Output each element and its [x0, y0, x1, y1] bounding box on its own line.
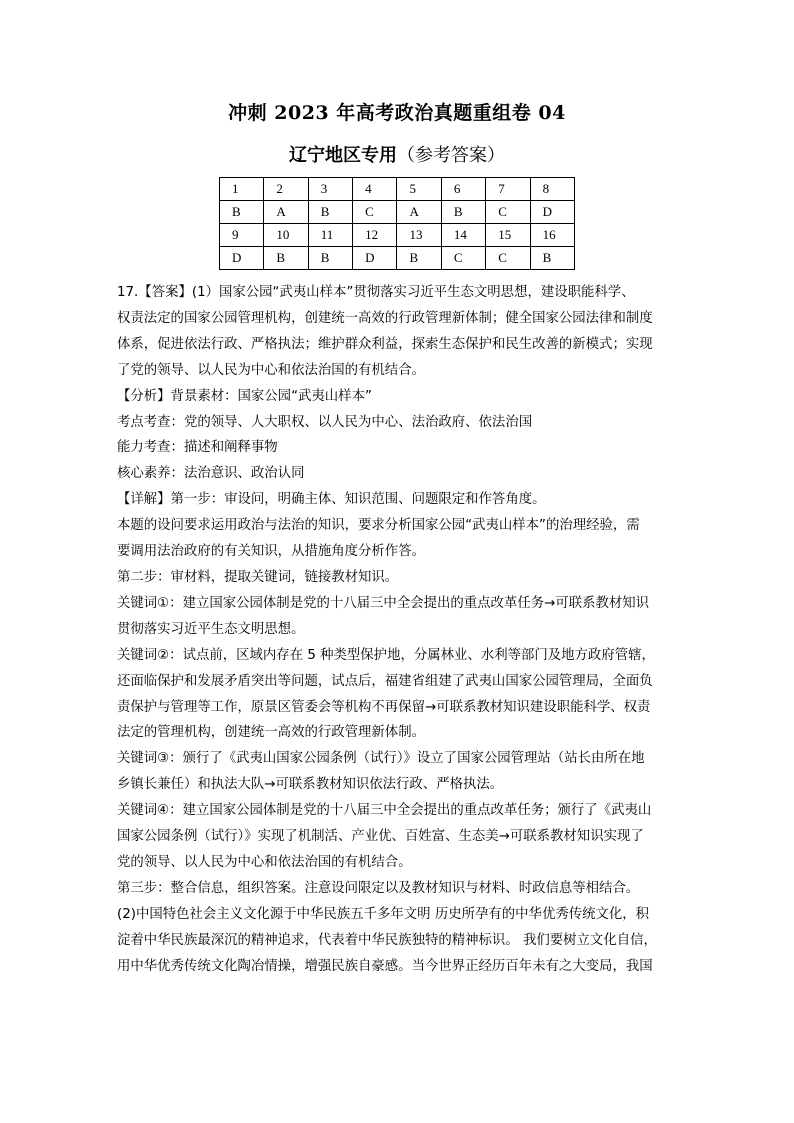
text-line: 权责法定的国家公园管理机构，创建统一高效的行政管理新体制；健全国家公园法律和制度 [117, 310, 653, 326]
table-cell: C [353, 201, 397, 224]
table-cell: 16 [530, 224, 574, 247]
table-cell: 3 [308, 178, 352, 201]
text-line: 要调用法治政府的有关知识，从措施角度分析作答。 [117, 544, 425, 560]
table-cell: B [308, 247, 352, 270]
table-cell: 10 [264, 224, 308, 247]
text-line: 考点考查：党的领导、人大职权、以人民为中心、法治政府、依法治国 [117, 414, 533, 430]
text-line: 党的领导、以人民为中心和依法治国的有机结合。 [117, 854, 412, 870]
table-cell: 15 [486, 224, 530, 247]
text-line: 用中华优秀传统文化陶冶情操，增强民族自豪感。当今世界正经历百年未有之大变局，我国 [117, 958, 653, 974]
table-cell: 13 [397, 224, 441, 247]
page-subtitle [0, 141, 794, 167]
text-line: 国家公园条例（试行）》实现了机制活、产业优、百姓富、生态美→可联系教材知识实现了 [117, 829, 644, 845]
subtitle-main: 辽宁地区专用 [289, 145, 397, 166]
table-cell: C [441, 247, 485, 270]
text-line: 17.【答案】(1）国家公园“武夷山样本”贯彻落实习近平生态文明思想，建设职能科学、 [117, 285, 635, 300]
table-cell: D [220, 247, 264, 270]
table-cell: 4 [353, 178, 397, 201]
text-line: 淀着中华民族最深沉的精神追求，代表着中华民族独特的精神标识。 我们要树立文化自信， [117, 932, 657, 948]
table-cell: 2 [264, 178, 308, 201]
text-line: 了党的领导、以人民为中心和依法治国的有机结合。 [117, 362, 425, 378]
table-cell: B [530, 247, 574, 270]
table-row [220, 201, 575, 224]
text-line: 关键词④：建立国家公园体制是党的十八届三中全会提出的重点改革任务；颁行了《武夷山 [117, 803, 652, 819]
text-line: 【分析】背景素材：国家公园“武夷山样本” [117, 388, 372, 404]
table-cell: 1 [220, 178, 264, 201]
table-cell: B [264, 247, 308, 270]
table-cell: A [397, 201, 441, 224]
answer-table [219, 177, 575, 270]
table-cell: 8 [530, 178, 574, 201]
answer-explanation [117, 280, 679, 979]
table-cell: B [308, 201, 352, 224]
table-row [220, 178, 575, 201]
table-cell: 12 [353, 224, 397, 247]
text-line: 体系，促进依法行政、严格执法；维护群众利益，探索生态保护和民生改善的新模式；实现 [117, 336, 653, 352]
table-cell: 7 [486, 178, 530, 201]
text-line: 核心素养：法治意识、政治认同 [117, 466, 305, 482]
page-title: 冲刺 2023 年高考政治真题重组卷 04 [228, 102, 566, 124]
text-line: 本题的设问要求运用政治与法治的知识，要求分析国家公园“武夷山样本”的治理经验，需 [117, 518, 640, 534]
text-line: 还面临保护和发展矛盾突出等问题，试点后，福建省组建了武夷山国家公园管理局，全面负 [117, 673, 653, 689]
table-cell: 11 [308, 224, 352, 247]
table-cell: 5 [397, 178, 441, 201]
subtitle-paren: （参考答案） [397, 145, 505, 166]
table-cell: C [486, 247, 530, 270]
text-line: 关键词①：建立国家公园体制是党的十八届三中全会提出的重点改革任务→可联系教材知识 [117, 595, 650, 611]
text-line: (2)中国特色社会主义文化源于中华民族五千多年文明 历史所孕有的中华优秀传统文化，积 [117, 906, 650, 922]
table-cell: B [397, 247, 441, 270]
table-cell: D [353, 247, 397, 270]
text-line: 第三步：整合信息，组织答案。注意设问限定以及教材知识与材料、时政信息等相结合。 [117, 880, 640, 896]
table-cell: 9 [220, 224, 264, 247]
text-line: 贯彻落实习近平生态文明思想。 [117, 621, 305, 637]
table-cell: 6 [441, 178, 485, 201]
table-row [220, 224, 575, 247]
table-row [220, 247, 575, 270]
table-cell: B [220, 201, 264, 224]
text-line: 【详解】第一步：审设问，明确主体、知识范围、问题限定和作答角度。 [117, 492, 546, 508]
text-line: 关键词②：试点前，区域内存在 5 种类型保护地，分属林业、水利等部门及地方政府管辖， [117, 647, 655, 663]
table-cell: D [530, 201, 574, 224]
text-line: 能力考查：描述和阐释事物 [117, 440, 278, 456]
table-cell: A [264, 201, 308, 224]
text-line: 乡镇长兼任）和执法大队→可联系教材知识依法行政、严格执法。 [117, 777, 504, 793]
text-line: 法定的管理机构，创建统一高效的行政管理新体制。 [117, 725, 425, 741]
table-cell: 14 [441, 224, 485, 247]
table-cell: C [486, 201, 530, 224]
text-line: 责保护与管理等工作，原景区管委会等机构不再保留→可联系教材知识建设职能科学、权责 [117, 699, 651, 715]
table-cell: B [441, 201, 485, 224]
text-line: 第二步：审材料，提取关键词，链接教材知识。 [117, 569, 399, 585]
text-line: 关键词③：颁行了《武夷山国家公园条例（试行）》设立了国家公园管理站（站长由所在地 [117, 751, 645, 767]
